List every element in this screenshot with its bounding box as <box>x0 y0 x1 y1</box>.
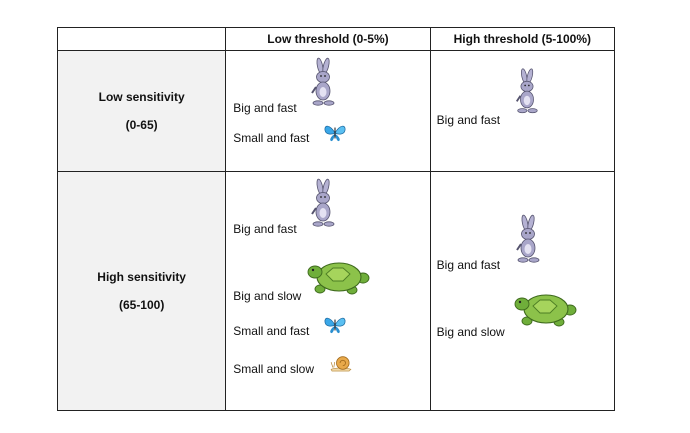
corner-cell <box>58 28 226 51</box>
high-sensitivity-row <box>58 172 615 411</box>
list-item-label: Small and fast <box>233 324 310 338</box>
list-item-label: Big and slow <box>233 289 302 303</box>
high-sensitivity-label-cell <box>58 172 226 411</box>
low-sensitivity-range: (0-65) <box>125 118 158 132</box>
turtle-icon <box>513 288 577 328</box>
low-sens-low-thresh-cell <box>226 51 430 172</box>
list-item-label: Big and fast <box>233 101 297 115</box>
low-sensitivity-row <box>58 51 615 172</box>
rabbit-icon <box>308 57 338 109</box>
list-item-label: Small and slow <box>233 362 314 376</box>
list-item-label: Small and fast <box>233 131 310 145</box>
rabbit-icon <box>513 214 543 266</box>
sensitivity-threshold-table <box>57 27 615 411</box>
list-item-label: Big and fast <box>233 222 297 236</box>
list-item-label: Big and slow <box>436 325 505 339</box>
low-sensitivity-label-cell <box>58 51 226 172</box>
turtle-icon <box>306 256 370 296</box>
high-sensitivity-label: High sensitivity <box>97 270 186 284</box>
high-sensitivity-range: (65-100) <box>118 298 165 312</box>
butterfly-icon <box>323 123 347 143</box>
high-sens-high-thresh-cell <box>430 172 614 411</box>
header-row <box>58 28 615 51</box>
list-item-label: Big and fast <box>436 113 501 127</box>
low-sensitivity-label: Low sensitivity <box>98 90 185 104</box>
list-item-label: Big and fast <box>436 258 501 272</box>
rabbit-icon <box>308 178 338 230</box>
low-sens-high-thresh-cell <box>430 51 614 172</box>
high-sens-low-thresh-cell <box>226 172 430 411</box>
low-threshold-header: Low threshold (0-5%) <box>226 28 430 51</box>
high-threshold-header: High threshold (5-100%) <box>430 28 614 51</box>
rabbit-icon <box>513 67 541 117</box>
butterfly-icon <box>323 315 347 335</box>
snail-icon <box>329 354 353 372</box>
